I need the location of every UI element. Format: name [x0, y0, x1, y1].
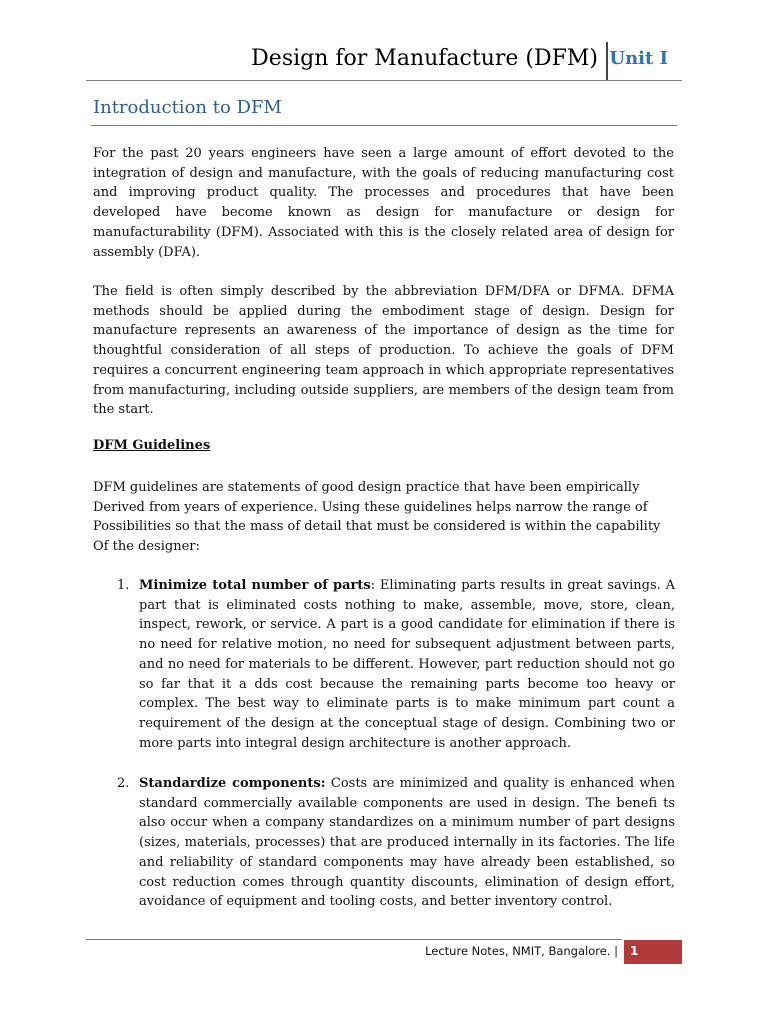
section-title-rule — [91, 125, 677, 126]
list-item — [117, 576, 675, 753]
page-number: 1 — [630, 944, 639, 958]
unit-label: Unit I — [609, 48, 668, 69]
list-item-number: 1. — [117, 578, 130, 593]
guidelines-intro-line: DFM guidelines are statements of good design practice that have been empirically — [93, 480, 640, 495]
document-title: Design for Manufacture (DFM) — [251, 46, 598, 71]
page-header — [86, 40, 682, 81]
page-number-box — [624, 940, 682, 964]
guideline-list — [117, 576, 675, 753]
guidelines-intro-line: Possibilities so that the mass of detail that must be considered is within the capability — [93, 519, 661, 535]
list-item-body: Costs are minimized and quality is enhanced when standard commercially available components are used in design. The benefi ts also occur when a company standardizes on a minimum number of part designs (sizes, materials, processes) that are produced internally in its factories. The life and reliability of standard components may have already been established, so cost reduction comes through quantity discounts, elimination of design effort, avoidance of equipment and tooling costs, and better inventory control. — [139, 776, 675, 910]
guidelines-intro-line: Derived from years of experience. Using these guidelines helps narrow the range of — [93, 499, 648, 515]
field-paragraph: The field is often simply described by the abbreviation DFM/DFA or DFMA. DFMA methods should be applied during the embodiment stage of design. Design for manufacture represents an awareness of the importance of design as the time for thoughtful consideration of all steps of production. To achieve the goals of DFM requires a concurrent engineering team approach in which appropriate representatives from manufacturing, including outside suppliers, are members of the design team from the start. — [93, 284, 674, 418]
guidelines-heading: DFM Guidelines — [93, 438, 211, 453]
list-item-body: : Eliminating parts results in great savings. A part that is eliminated costs nothing to make, assemble, move, store, clean, inspect, rework, or service. A part is a good candidate for elimination if there is no need for relative motion, no need for subsequent adjustment between parts, and no need for materials to be different. However, part reduction should not go so far that it a dds cost because the remaining parts become too heavy or complex. The best way to eliminate parts is to make minimum part count a requirement of the design at the conceptual stage of design. Combining two or more parts into integral design architecture is another approach. — [139, 578, 675, 751]
header-divider — [606, 42, 608, 80]
list-item-title: Minimize total number of parts — [139, 578, 371, 593]
list-item — [117, 774, 675, 912]
list-item-number: 2. — [117, 776, 130, 791]
footer-rule — [86, 939, 622, 940]
section-title: Introduction to DFM — [93, 97, 282, 118]
footer-text: Lecture Notes, NMIT, Bangalore. | — [425, 944, 618, 958]
guidelines-intro-line: Of the designer: — [93, 539, 200, 555]
guidelines-intro-paragraph — [93, 478, 693, 557]
guideline-list — [117, 774, 675, 912]
intro-paragraph: For the past 20 years engineers have seen a large amount of effort devoted to the integration of design and manufacture, with the goals of reducing manufacturing cost and improving product quality. The processes and procedures that have been developed have become known as design for manufacture or design for manufacturability (DFM). Associated with this is the closely related area of design for assembly (DFA). — [93, 146, 674, 260]
list-item-title: Standardize components: — [139, 776, 326, 791]
